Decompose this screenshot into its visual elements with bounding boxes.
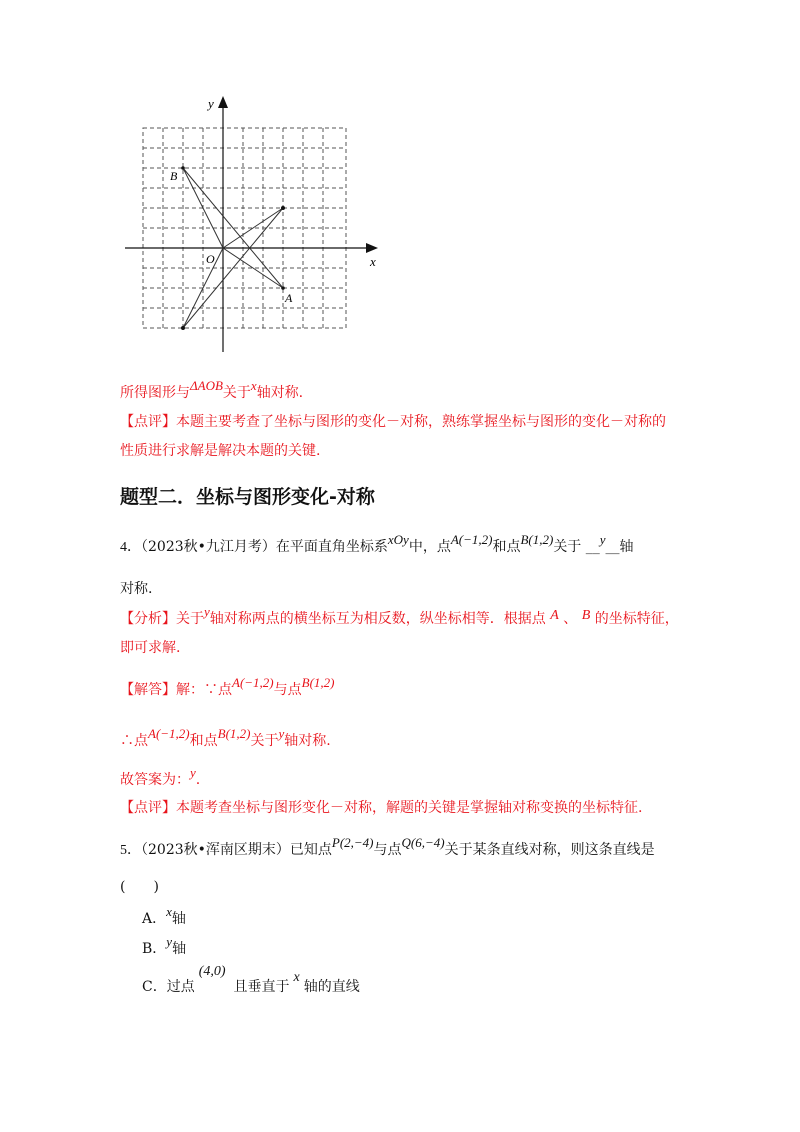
option-c-text-1: 过点 [166,979,195,995]
answer-blank-right: __轴 [605,539,634,555]
question-5-mid: 与点 [373,842,402,858]
coordinate-system-symbol: xOy [387,532,409,547]
analysis-point-a: A [550,608,559,623]
answer-end: . [195,772,201,788]
origin-label: O [206,252,215,266]
point-b-dot [181,166,185,170]
option-c-point: (4,0) [198,964,226,979]
point-upper-right-dot [281,206,285,210]
analysis-text-2: 轴对称两点的横坐标互为相反数，纵坐标相等．根据点 [209,611,546,627]
answer-blank-left: __ [585,539,600,555]
option-a-label: A． [142,911,167,927]
solution-line [120,675,335,699]
question-5-source: （2023秋•浑南区期末）已知点 [141,842,332,858]
review-tag: 【点评】 [120,414,176,430]
review-2-line [120,797,642,817]
solution-text-1: 解：∵点 [176,682,232,698]
point-b-label: B [170,169,178,183]
option-c-label: C． [142,979,167,995]
review-2-text: 本题考查坐标与图形变化－对称，解题的关键是掌握轴对称变换的坐标特征. [176,800,643,816]
therefore-text-4: 轴对称. [284,733,331,749]
review-1-text: 本题主要考查了坐标与图形的变化－对称，熟练掌握坐标与图形的变化－对称的 [176,414,666,430]
review-2-tag: 【点评】 [120,800,176,816]
point-b-coord: B(1,2) [520,532,554,547]
result-text: 所得图形与 [120,385,190,401]
question-5-paren: ( ) [120,879,159,895]
question-4-about: 关于 [553,539,582,555]
point-a-label: A [285,291,293,305]
solution-point-a: A(−1,2) [232,675,274,690]
dashed-grid [143,128,346,328]
question-4-mid: 中，点 [408,539,451,555]
point-p-coord: P(2,−4) [331,835,374,850]
review-1-line-2 [120,440,320,460]
analysis-line-2: 即可求解. [120,640,181,656]
therefore-point-b: B(1,2) [217,726,251,741]
option-b-symbol: y [166,934,173,949]
y-axis-label: y [208,96,214,111]
option-a-text: 轴 [171,911,186,927]
option-a-symbol: x [166,904,172,919]
question-4-source: （2023秋•九江月考）在平面直角坐标系 [141,539,388,555]
triangle-aob-symbol: ΔAOB [190,378,223,393]
therefore-line [120,726,331,750]
solution-tag: 【解答】 [120,682,176,698]
therefore-axis-symbol: y [278,726,285,741]
question-4-number: 4． [120,540,141,555]
point-lower-left-dot [181,326,185,330]
analysis-text-3: 的坐标特征， [594,611,679,627]
result-text-end: 轴对称. [256,385,304,401]
section-title: 题型二．坐标与图形变化-对称 [120,486,375,508]
point-a-dot [281,286,285,290]
x-axis-label: x [370,254,376,269]
therefore-text-3: 关于 [250,733,279,749]
option-b[interactable] [142,934,187,958]
x-axis-symbol: x [250,378,257,393]
review-1-line-1 [120,411,666,431]
option-b-label: B． [142,941,167,957]
therefore-point-a: A(−1,2) [148,726,190,741]
coordinate-figure [120,90,380,360]
question-4-and: 和点 [492,539,521,555]
question-4 [120,532,634,556]
answer-label: 故答案为： [120,772,190,788]
question-5-number: 5． [120,843,141,858]
analysis-line-1 [120,604,679,628]
result-line [120,378,304,402]
option-c-text-3: 轴的直线 [303,979,360,995]
answer-value: y [190,765,196,780]
analysis-tag: 【分析】 [120,611,176,627]
point-a-coord: A(−1,2) [450,532,493,547]
question-5-rest: 关于某条直线对称，则这条直线是 [444,842,655,858]
result-text-about: 关于 [222,385,251,401]
therefore-text-2: 和点 [189,733,218,749]
option-c-symbol: x [293,970,300,985]
point-q-coord: Q(6,−4) [401,835,445,850]
answer-blank-value: y [599,532,606,547]
answer-line [120,765,201,789]
question-5 [120,835,655,859]
y-axis-arrow [218,96,228,108]
analysis-axis-symbol: y [204,604,210,619]
option-c-text-2: 且垂直于 [233,979,290,995]
review-1-text-cont: 性质进行求解是解决本题的关键. [120,443,321,459]
analysis-text-1: 关于 [176,611,204,627]
question-4-cont: 对称. [120,581,153,597]
analysis-point-b: B [581,608,591,623]
x-axis-arrow [366,243,378,253]
solution-text-2: 与点 [273,682,302,698]
option-c[interactable] [142,964,360,996]
solution-point-b: B(1,2) [301,675,335,690]
analysis-sep: 、 [563,611,578,627]
therefore-text-1: ∴点 [120,733,148,749]
option-a[interactable] [142,904,186,928]
option-b-text: 轴 [172,941,187,957]
